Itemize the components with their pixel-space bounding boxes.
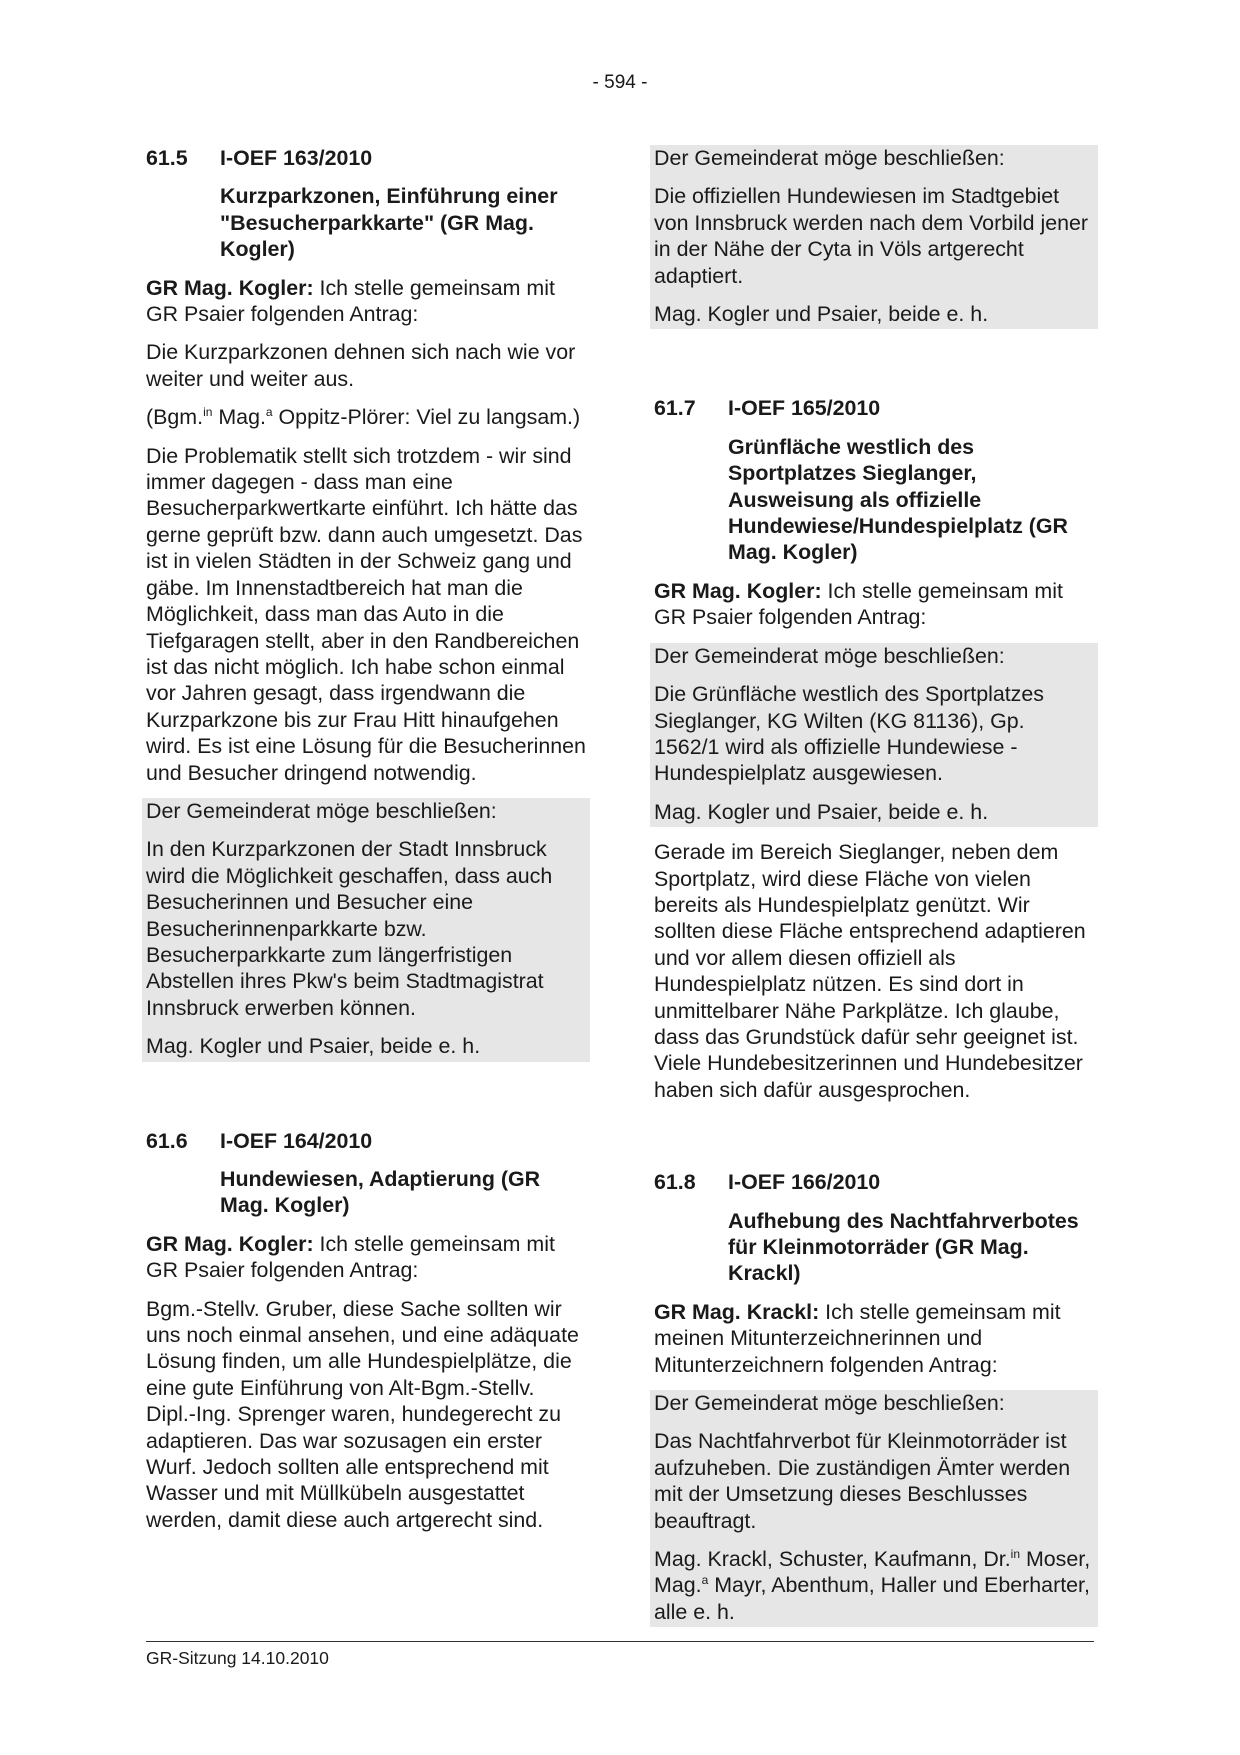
item-code: I-OEF 165/2010 <box>728 396 881 421</box>
item-61-5 <box>146 145 586 1062</box>
intro-text: Ich stelle gemeinsam mit GR Psaier folgenden Antrag: <box>146 1231 555 1283</box>
superscript: in <box>203 405 213 420</box>
signers-text: Mag. Krackl, Schuster, Kaufmann, Dr. <box>654 1547 1011 1572</box>
motion-text: Die offiziellen Hundewiesen im Stadtgebiet von Innsbruck werden nach dem Vorbild jener in der Nähe der Cyta in Völs artgerecht adaptiert. <box>654 184 1089 288</box>
item-heading <box>146 1128 586 1154</box>
item-heading <box>654 1169 1094 1195</box>
intro-text: Ich stelle gemeinsam mit GR Psaier folgenden Antrag: <box>654 578 1063 630</box>
item-heading <box>654 395 1094 421</box>
intro-text: Ich stelle gemeinsam mit GR Psaier folgenden Antrag: <box>146 275 555 327</box>
motion-text: Die Grünfläche westlich des Sportplatzes Sieglanger, KG Wilten (KG 81136), Gp. 1562/1 wird als offizielle Hundewiese - Hundespielplatz ausgewiesen. <box>654 682 1044 786</box>
item-code: I-OEF 164/2010 <box>220 1128 373 1153</box>
signers <box>654 1546 1094 1627</box>
item-title: Hundewiesen, Adaptierung (GR Mag. Kogler) <box>220 1167 541 1218</box>
item-title: Grünfläche westlich des Sportplatzes Sieglanger, Ausweisung als offizielle Hundewiese/Hundespielplatz (GR Mag. Kogler) <box>728 434 1068 565</box>
speaker-name: GR Mag. Kogler: <box>146 275 314 300</box>
signers-text: Mayr, Abenthum, Haller und Eberharter, alle e. h. <box>654 1573 1090 1624</box>
item-code: I-OEF 163/2010 <box>220 146 373 170</box>
section-gap <box>146 1074 586 1128</box>
right-column <box>654 145 1094 1639</box>
speaker-name: GR Mag. Krackl: <box>654 1299 820 1324</box>
superscript: a <box>265 405 273 420</box>
item-number: 61.5 <box>146 146 188 170</box>
speaker-intro <box>146 1231 586 1284</box>
item-number: 61.6 <box>146 1128 188 1153</box>
interjection-text: (Bgm. <box>146 405 204 430</box>
motion-text: In den Kurzparkzonen der Stadt Innsbruck wird die Möglichkeit geschaffen, dass auch Besucherinnen und Besucher eine Besucherinnenparkkarte bzw. Besucherparkkarte zum längerfristigen Abstellen ihres Pkw's beim Stadtmagistrat Innsbruck erwerben können. <box>146 837 553 1020</box>
item-code: I-OEF 166/2010 <box>728 1170 881 1195</box>
item-number: 61.7 <box>654 396 696 421</box>
interjection <box>146 404 586 430</box>
item-number: 61.8 <box>654 1170 696 1195</box>
paragraph: Bgm.-Stellv. Gruber, diese Sache sollten wir uns noch einmal ansehen, und eine adäquate Lösung finden, um alle Hundespielplätze, die eine gute Einführung von Alt-Bgm.-Stellv. Dipl.-Ing. Sprenger waren, hundegerecht zu adaptieren. Das war sozusagen ein erster Wurf. Jedoch sollten alle entsprechend mit Wasser und mit Müllkübeln ausgestattet werden, damit diese auch artgerecht sind. <box>146 1296 579 1532</box>
item-heading <box>146 145 586 171</box>
motion-box <box>650 1390 1098 1627</box>
intro-text: Ich stelle gemeinsam mit meinen Mitunterzeichnerinnen und Mitunterzeichnern folgenden Antrag: <box>654 1299 1061 1377</box>
item-61-6 <box>146 1128 586 1534</box>
speaker-intro <box>654 1299 1094 1378</box>
item-61-8 <box>654 1169 1094 1627</box>
section-gap <box>654 341 1094 395</box>
superscript: in <box>1010 1546 1021 1561</box>
speaker-name: GR Mag. Kogler: <box>146 1231 314 1256</box>
paragraph: Gerade im Bereich Sieglanger, neben dem Sportplatz, wird diese Fläche von vielen bereits als Hundespielplatz genützt. Wir sollten diese Fläche entsprechend adaptieren und vor allem diesen offiziell als Hundespielplatz nützen. Es sind dort in unmittelbarer Nähe Parkplätze. Ich glaube, dass das Grundstück dafür sehr geeignet ist. Viele Hundebesitzerinnen und Hundebesitzer haben sich dafür ausgesprochen. <box>654 840 1086 1102</box>
motion-box <box>650 145 1098 329</box>
resolve-label: Der Gemeinderat möge beschließen: <box>654 146 1005 170</box>
signers-text: Moser, Mag. <box>654 1547 1091 1598</box>
speaker-intro <box>146 275 586 328</box>
interjection-text: Oppitz-Plörer: Viel zu langsam.) <box>272 405 581 430</box>
resolve-label: Der Gemeinderat möge beschließen: <box>654 643 1005 668</box>
item-61-7 <box>654 395 1094 1103</box>
item-title: Aufhebung des Nachtfahrverbotes für Kleinmotorräder (GR Mag. Krackl) <box>728 1208 1079 1286</box>
motion-box <box>142 798 590 1062</box>
paragraph: Die Kurzparkzonen dehnen sich nach wie vor weiter und weiter aus. <box>146 340 576 391</box>
paragraph: Die Problematik stellt sich trotzdem - wir sind immer dagegen - dass man eine Besucherparkwertkarte einführt. Ich hätte das gerne geprüft bzw. dann auch umgesetzt. Das ist in vielen Städten in der Schweiz gang und gäbe. Im Innenstadtbereich hat man die Möglichkeit, dass man das Auto in die Tiefgaragen stellt, aber in den Randbereichen ist das nicht möglich. Ich habe schon einmal vor Jahren gesagt, dass irgendwann die Kurzparkzone bis zur Frau Hitt hinaufgehen wird. Es ist eine Lösung für die Besucherinnen und Besucher dringend notwendig. <box>146 443 586 785</box>
motion-box <box>650 643 1098 827</box>
resolve-label: Der Gemeinderat möge beschließen: <box>654 1391 1005 1416</box>
speaker-name: GR Mag. Kogler: <box>654 578 822 603</box>
left-column <box>146 145 586 1545</box>
section-gap <box>654 1115 1094 1169</box>
signers: Mag. Kogler und Psaier, beide e. h. <box>654 799 989 824</box>
signers: Mag. Kogler und Psaier, beide e. h. <box>654 302 989 327</box>
speaker-intro <box>654 578 1094 631</box>
page-number: - 594 - <box>592 72 648 93</box>
interjection-text: Mag. <box>212 405 266 430</box>
motion-text: Das Nachtfahrverbot für Kleinmotorräder ist aufzuheben. Die zuständigen Ämter werden mit der Umsetzung dieses Beschlusses beauftragt. <box>654 1429 1071 1533</box>
item-title: Kurzparkzonen, Einführung einer "Besucherparkkarte" (GR Mag. Kogler) <box>220 184 558 262</box>
superscript: a <box>701 1573 709 1588</box>
page-footer: GR-Sitzung 14.10.2010 <box>146 1641 1094 1669</box>
resolve-label: Der Gemeinderat möge beschließen: <box>146 798 497 823</box>
signers: Mag. Kogler und Psaier, beide e. h. <box>146 1034 481 1059</box>
